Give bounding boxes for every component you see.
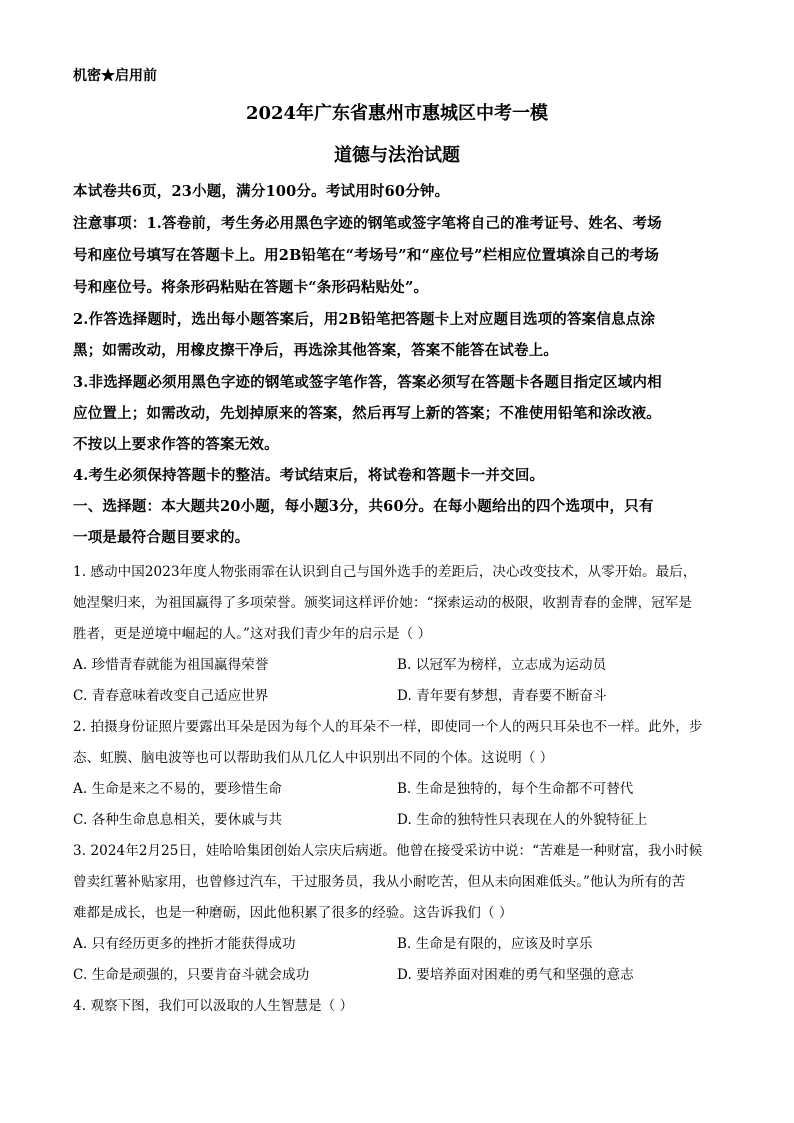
confidential-label: 机密★启用前 bbox=[73, 68, 157, 84]
exam-summary: 本试卷共6页，23小题，满分100分。考试用时60分钟。 bbox=[73, 183, 450, 200]
question-4-line-1: 4. 观察下图，我们可以汲取的人生智慧是（ ） bbox=[73, 998, 354, 1014]
question-3-line-3: 难都是成长，也是一种磨砺，因此他积累了很多的经验。这告诉我们（ ） bbox=[73, 905, 513, 921]
question-3-option-c[interactable]: C. 生命是顽强的，只要肯奋斗就会成功 bbox=[73, 967, 310, 983]
question-3-line-1: 3. 2024年2月25日，娃哈哈集团创始人宗庆后病逝。他曾在接受采访中说：“苦难是一种财富，我小时候 bbox=[73, 843, 703, 859]
note-2-line-2: 黑；如需改动，用橡皮擦干净后，再选涂其他答案，答案不能答在试卷上。 bbox=[73, 342, 559, 359]
question-2-line-1: 2. 拍摄身份证照片要露出耳朵是因为每个人的耳朵不一样，即使同一个人的两只耳朵也不一样。此外，步 bbox=[73, 719, 703, 735]
question-1-option-c[interactable]: C. 青春意味着改变自己适应世界 bbox=[73, 688, 269, 704]
exam-title: 2024年广东省惠州市惠城区中考一模 bbox=[245, 103, 549, 124]
note-1-line-1: 注意事项：1.答卷前，考生务必用黑色字迹的钢笔或签字笔将自己的准考证号、姓名、考场 bbox=[73, 215, 662, 232]
note-4: 4.考生必须保持答题卡的整洁。考试结束后，将试卷和答题卡一并交回。 bbox=[73, 467, 545, 484]
note-3-line-1: 3.非选择题必须用黑色字迹的钢笔或签字笔作答，答案必须写在答题卡各题目指定区域内相 bbox=[73, 374, 662, 391]
question-1-line-2: 她涅槃归来，为祖国赢得了多项荣誉。颁奖词这样评价她：“探索运动的极限，收割青春的金牌，冠军是 bbox=[73, 595, 692, 611]
question-2-option-c[interactable]: C. 各种生命息息相关，要休戚与共 bbox=[73, 812, 283, 828]
question-1-line-3: 胜者，更是逆境中崛起的人。”这对我们青少年的启示是（ ） bbox=[73, 626, 432, 642]
question-1-option-d[interactable]: D. 青年要有梦想，青春要不断奋斗 bbox=[397, 688, 607, 704]
note-2-line-1: 2.作答选择题时，选出每小题答案后，用2B铅笔把答题卡上对应题目选项的答案信息点涂 bbox=[73, 311, 656, 328]
question-2-option-b[interactable]: B. 生命是独特的，每个生命都不可替代 bbox=[397, 781, 634, 797]
subject-title: 道德与法治试题 bbox=[334, 145, 460, 166]
note-3-line-3: 不按以上要求作答的答案无效。 bbox=[73, 436, 279, 453]
section-1-heading-line-1: 一、选择题：本大题共20小题，每小题3分，共60分。在每小题给出的四个选项中，只有 bbox=[73, 498, 654, 515]
question-1-option-a[interactable]: A. 珍惜青春就能为祖国赢得荣誉 bbox=[73, 657, 269, 673]
note-1-line-2: 号和座位号填写在答题卡上。用2B铅笔在“考场号”和“座位号”栏相应位置填涂自己的考场 bbox=[73, 247, 660, 264]
question-3-option-d[interactable]: D. 要培养面对困难的勇气和坚强的意志 bbox=[397, 967, 634, 983]
question-2-option-a[interactable]: A. 生命是来之不易的，要珍惜生命 bbox=[73, 781, 283, 797]
note-1-line-3: 号和座位号。将条形码粘贴在答题卡“条形码粘贴处”。 bbox=[73, 279, 429, 296]
question-3-line-2: 曾卖红薯补贴家用，也曾修过汽车，干过服务员，我从小耐吃苦，但从未向困难低头。”他认为所有的苦 bbox=[73, 874, 686, 890]
question-3-option-a[interactable]: A. 只有经历更多的挫折才能获得成功 bbox=[73, 936, 296, 952]
question-3-option-b[interactable]: B. 生命是有限的，应该及时享乐 bbox=[397, 936, 593, 952]
question-1-line-1: 1. 感动中国2023年度人物张雨霏在认识到自己与国外选手的差距后，决心改变技术，从零开始。最后， bbox=[73, 564, 697, 580]
question-2-option-d[interactable]: D. 生命的独特性只表现在人的外貌特征上 bbox=[397, 812, 648, 828]
question-1-option-b[interactable]: B. 以冠军为榜样，立志成为运动员 bbox=[397, 657, 607, 673]
note-3-line-2: 应位置上；如需改动，先划掉原来的答案，然后再写上新的答案；不准使用铅笔和涂改液。 bbox=[73, 405, 661, 422]
question-2-line-2: 态、虹膜、脑电波等也可以帮助我们从几亿人中识别出不同的个体。这说明（ ） bbox=[73, 750, 554, 766]
section-1-heading-line-2: 一项是最符合题目要求的。 bbox=[73, 529, 250, 546]
